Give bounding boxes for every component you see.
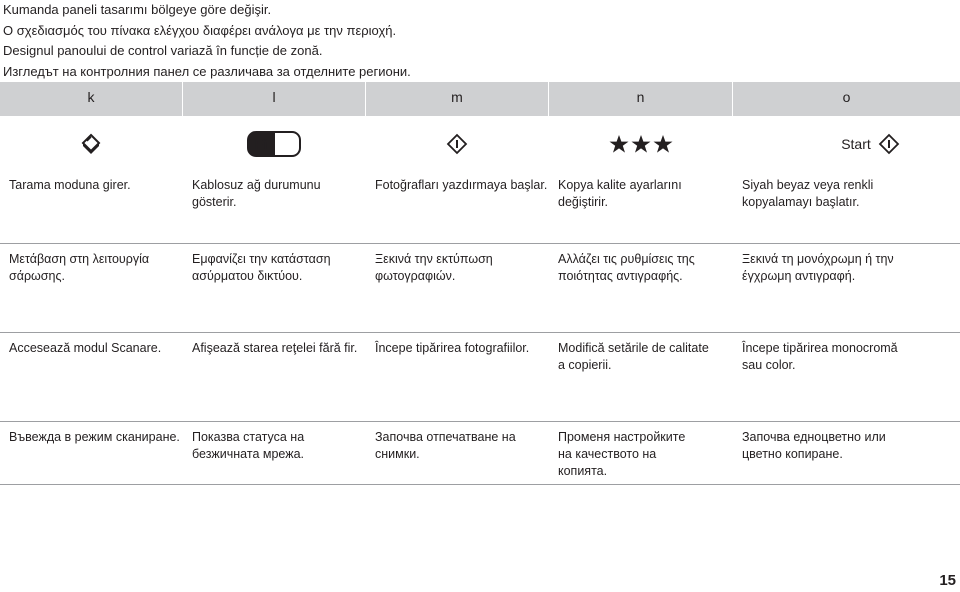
icon-row xyxy=(0,116,960,171)
cell-start-photo-icon xyxy=(366,116,549,171)
desc-el-o: Ξεκινά τη μονόχρωμη ή την έγχρωμη αντιγραφή. xyxy=(742,252,894,283)
start-diamond-icon xyxy=(878,133,900,155)
desc-el-l: Εμφανίζει την κατάσταση ασύρματου δικτύου. xyxy=(183,244,366,332)
start-label: Start xyxy=(841,135,871,152)
desc-tr-o: Siyah beyaz veya renkli kopyalamayı başlatır. xyxy=(742,178,874,209)
desc-bg-l: Показва статуса на безжичната мрежа. xyxy=(183,422,366,484)
desc-ro-o: Începe tipărirea monocromă sau color. xyxy=(742,341,898,372)
description-row-el xyxy=(0,244,960,333)
start-diamond-icon xyxy=(446,133,468,155)
wifi-label xyxy=(221,131,275,157)
quality-stars-icon xyxy=(609,134,673,154)
desc-ro-l: Afişează starea reţelei fără fir. xyxy=(183,333,366,421)
desc-el-m: Ξεκινά την εκτύπωση φωτογραφιών. xyxy=(366,244,549,332)
intro-text xyxy=(3,0,411,82)
description-row-bg xyxy=(0,422,960,485)
desc-bg-m: Започва отпечатване на снимки. xyxy=(366,422,549,484)
header-row xyxy=(0,82,960,113)
intro-line-tr: Kumanda paneli tasarımı bölgeye göre değişir. xyxy=(3,2,272,17)
desc-bg-n: Променя настройките на качеството на копията. xyxy=(549,422,733,484)
header-m: m xyxy=(366,82,549,113)
description-row-tr xyxy=(0,171,960,244)
cell-scan-icon xyxy=(0,116,183,171)
cell-quality-icon xyxy=(549,116,733,171)
page-number: 15 xyxy=(939,572,956,589)
intro-line-el: Ο σχεδιασμός του πίνακα ελέγχου διαφέρει ανάλογα με την περιοχή. xyxy=(3,22,397,38)
desc-el-n: Αλλάζει τις ρυθμίσεις της ποιότητας αντιγραφής. xyxy=(549,244,733,332)
cell-start-copy-icon xyxy=(733,116,960,171)
desc-tr-l: Kablosuz ağ durumunu gösterir. xyxy=(183,171,366,243)
desc-ro-n: Modifică setările de calitate a copierii. xyxy=(549,333,733,421)
desc-ro-k: Accesează modul Scanare. xyxy=(0,333,183,421)
wifi-label-wi: Wi xyxy=(225,135,243,152)
intro-line-ro: Designul panoului de control variază în funcție de zonă. xyxy=(3,43,323,59)
desc-tr-m: Fotoğrafları yazdırmaya başlar. xyxy=(366,171,549,243)
header-l: l xyxy=(183,82,366,113)
desc-el-k: Μετάβαση στη λειτουργία σάρωσης. xyxy=(0,244,183,332)
desc-ro-m: Începe tipărirea fotografiilor. xyxy=(366,333,549,421)
wifi-label-fi: Fi xyxy=(254,135,268,152)
desc-tr-k: Tarama moduna girer. xyxy=(0,171,183,243)
desc-bg-k: Въвежда в режим сканиране. xyxy=(0,422,183,484)
cell-wifi-icon xyxy=(183,116,366,171)
desc-tr-n: Kopya kalite ayarlarını değiştirir. xyxy=(549,171,733,243)
header-k: k xyxy=(0,82,183,113)
header-n: n xyxy=(549,82,733,113)
desc-bg-o: Започва едноцветно или цветно копиране. xyxy=(742,430,886,461)
header-o: o xyxy=(733,82,960,113)
start-button-icon xyxy=(841,133,900,155)
description-row-ro xyxy=(0,333,960,422)
scan-icon xyxy=(80,133,102,155)
control-panel-table xyxy=(0,82,960,485)
intro-line-bg: Изгледът на контролния панел се различава за отделните региони. xyxy=(3,63,411,79)
